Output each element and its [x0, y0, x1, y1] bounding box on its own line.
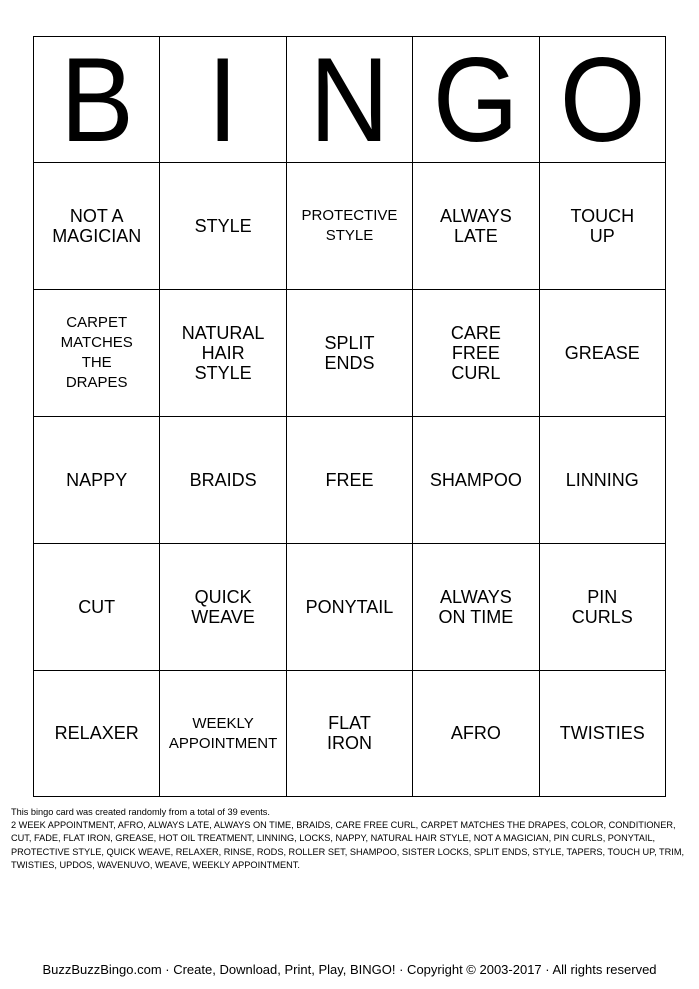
header-row: [34, 37, 666, 163]
bingo-cell: WEEKLY APPOINTMENT: [160, 671, 286, 797]
bingo-cell: CARPET MATCHES THE DRAPES: [34, 290, 160, 417]
bingo-cell: STYLE: [160, 163, 286, 290]
bingo-cell: CARE FREE CURL: [413, 290, 539, 417]
bingo-row-5: [34, 671, 666, 797]
bingo-row-3: [34, 417, 666, 544]
bingo-cell: GREASE: [539, 290, 665, 417]
card-info: [11, 806, 691, 872]
bingo-cell: TOUCH UP: [539, 163, 665, 290]
bingo-cell: SHAMPOO: [413, 417, 539, 544]
bingo-cell: FLAT IRON: [286, 671, 412, 797]
bingo-cell: PONYTAIL: [286, 544, 412, 671]
free-space-cell: FREE: [286, 417, 412, 544]
footer-copyright: BuzzBuzzBingo.com · Create, Download, Print, Play, BINGO! · Copyright © 2003-2017 · All rights reserved: [42, 962, 657, 977]
header-letter-i: I: [160, 37, 286, 163]
bingo-row-4: [34, 544, 666, 671]
header-letter-n: N: [286, 37, 412, 163]
bingo-cell: ALWAYS ON TIME: [413, 544, 539, 671]
bingo-card: [33, 36, 666, 797]
bingo-cell: AFRO: [413, 671, 539, 797]
bingo-cell: RELAXER: [34, 671, 160, 797]
bingo-cell: NAPPY: [34, 417, 160, 544]
bingo-cell: LINNING: [539, 417, 665, 544]
bingo-cell: CUT: [34, 544, 160, 671]
bingo-cell: SPLIT ENDS: [286, 290, 412, 417]
bingo-cell: PROTECTIVE STYLE: [286, 163, 412, 290]
header-letter-b: B: [34, 37, 160, 163]
bingo-cell: NOT A MAGICIAN: [34, 163, 160, 290]
bingo-cell: ALWAYS LATE: [413, 163, 539, 290]
bingo-row-1: [34, 163, 666, 290]
bingo-row-2: [34, 290, 666, 417]
created-note: This bingo card was created randomly from a total of 39 events.: [11, 807, 270, 817]
header-letter-o: O: [539, 37, 665, 163]
header-letter-g: G: [413, 37, 539, 163]
bingo-cell: PIN CURLS: [539, 544, 665, 671]
events-list: 2 WEEK APPOINTMENT, AFRO, ALWAYS LATE, ALWAYS ON TIME, BRAIDS, CARE FREE CURL, CARPET MATCHES THE DRAPES, COLOR, CONDITIONER, CUT, FADE, FLAT IRON, GREASE, HOT OIL TREATMENT, LINNING, LOCKS, NAPPY, NATURAL HAIR STYLE, NOT A MAGICIAN, PIN CURLS, PONYTAIL, PROTECTIVE STYLE, QUICK WEAVE, RELAXER, RINSE, RODS, ROLLER SET, SHAMPOO, SISTER LOCKS, SPLIT ENDS, STYLE, TAPERS, TOUCH UP, TRIM, TWISTIES, UPDOS, WAVENUVO, WEAVE, WEEKLY APPOINTMENT.: [11, 820, 685, 870]
bingo-cell: QUICK WEAVE: [160, 544, 286, 671]
bingo-cell: BRAIDS: [160, 417, 286, 544]
bingo-cell: TWISTIES: [539, 671, 665, 797]
bingo-cell: NATURAL HAIR STYLE: [160, 290, 286, 417]
